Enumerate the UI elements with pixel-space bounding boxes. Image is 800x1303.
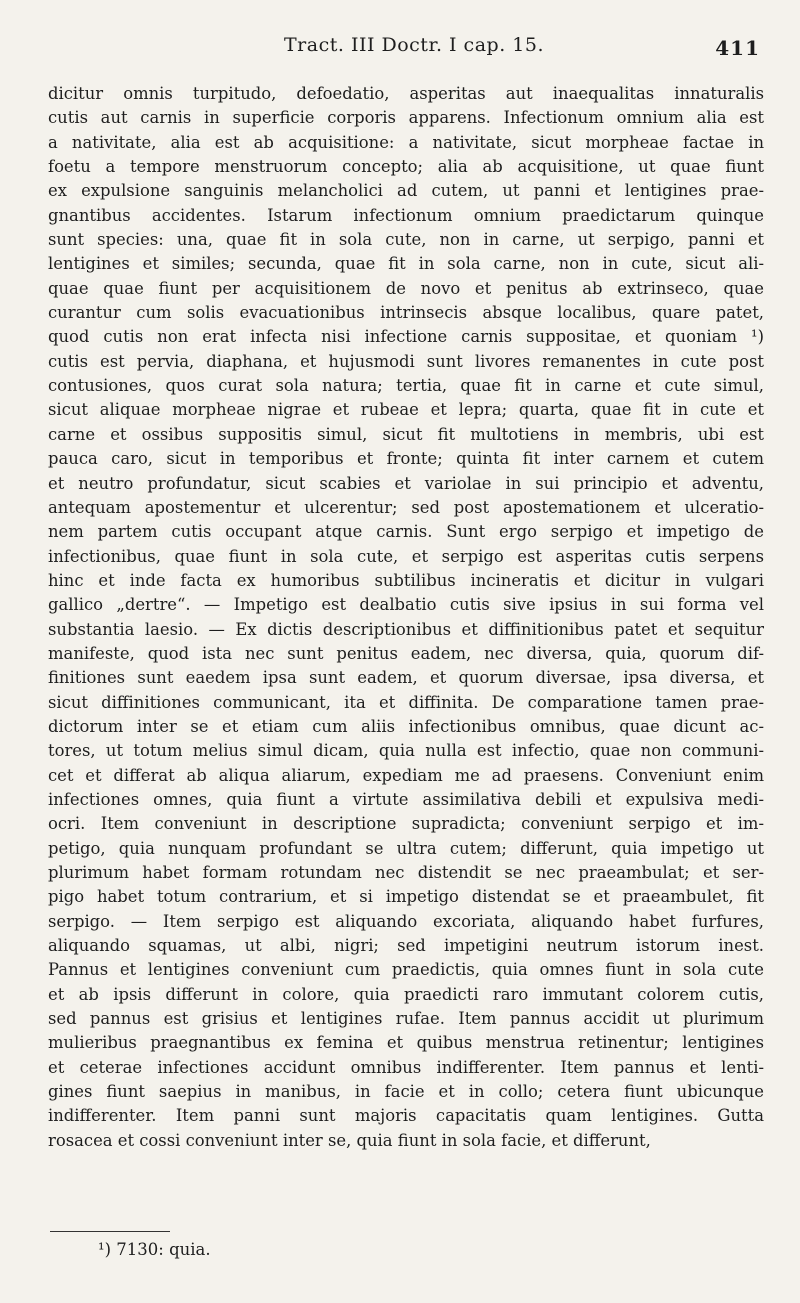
text-line: antequam apostementur et ulcerentur; sed post apostemationem et ulceratio- (48, 497, 764, 517)
text-line: dicitur omnis turpitudo, defoedatio, asperitas aut inaequalitas innaturalis (48, 84, 764, 103)
body-text (48, 82, 764, 1153)
text-line: sed pannus est grisius et lentigines rufae. Item pannus accidit ut plurimum (48, 1009, 764, 1029)
text-line: sicut diffinitiones communicant, ita et diffinita. De comparatione tamen prae- (48, 692, 764, 712)
text-line: tores, ut totum melius simul dicam, quia nulla est infectio, quae non communi- (48, 741, 764, 761)
text-line: aliquando squamas, ut albi, nigri; sed impetigini neutrum istorum inest. (48, 936, 764, 956)
text-line: quod cutis non erat infecta nisi infectione carnis suppositae, et quoniam ¹) (48, 327, 764, 347)
text-line: a nativitate, alia est ab acquisitione: a nativitate, sicut morpheae factae in (48, 132, 764, 152)
text-line: ocri. Item conveniunt in descriptione supradicta; conveniunt serpigo et im- (48, 814, 764, 834)
text-line: petigo, quia nunquam profundant se ultra cutem; differunt, quia impetigo ut (48, 838, 764, 858)
text-line: pauca caro, sicut in temporibus et fronte; quinta fit inter carnem et cutem (48, 449, 764, 469)
text-line: infectionibus, quae fiunt in sola cute, et serpigo est asperitas cutis serpens (48, 546, 764, 566)
text-line: et neutro profundatur, sicut scabies et variolae in sui principio et adventu, (48, 473, 764, 493)
text-line: lentigines et similes; secunda, quae fit in sola carne, non in cute, sicut ali- (48, 254, 764, 274)
footnote-divider (50, 1231, 170, 1232)
text-line: gallico „dertre“. — Impetigo est dealbatio cutis sive ipsius in sui forma vel (48, 595, 764, 615)
text-line: manifeste, quod ista nec sunt penitus eadem, nec diversa, quia, quorum dif- (48, 643, 764, 663)
text-line: carne et ossibus suppositis simul, sicut fit multotiens in membris, ubi est (48, 424, 764, 444)
text-line: rosacea et cossi conveniunt inter se, quia fiunt in sola facie, et differunt, (48, 1130, 651, 1150)
text-line: pigo habet totum contrarium, et si impetigo distendat se et praeambulet, fit (48, 887, 764, 907)
text-line: Pannus et lentigines conveniunt cum praedictis, quia omnes fiunt in sola cute (48, 960, 764, 980)
running-head: Tract. III Doctr. I cap. 15. (284, 34, 544, 56)
text-line: serpigo. — Item serpigo est aliquando excoriata, aliquando habet furfures, (48, 911, 764, 931)
page-header (48, 30, 760, 70)
text-line: indifferenter. Item panni sunt majoris capacitatis quam lentigines. Gutta (48, 1106, 764, 1126)
page-number: 411 (715, 36, 760, 60)
text-line: sicut aliquae morpheae nigrae et rubeae et lepra; quarta, quae fit in cute et (48, 400, 764, 420)
text-line: gines fiunt saepius in manibus, in facie et in collo; cetera fiunt ubicunque (48, 1082, 764, 1102)
text-line: hinc et inde facta ex humoribus subtilibus incineratis et dicitur in vulgari (48, 570, 764, 590)
text-line: nem partem cutis occupant atque carnis. Sunt ergo serpigo et impetigo de (48, 522, 764, 542)
text-line: et ab ipsis differunt in colore, quia praedicti raro immutant colorem cutis, (48, 984, 764, 1004)
text-line: quae quae fiunt per acquisitionem de novo et penitus ab extrinseco, quae (48, 278, 764, 298)
text-line: sunt species: una, quae fit in sola cute, non in carne, ut serpigo, panni et (48, 230, 764, 250)
text-line: mulieribus praegnantibus ex femina et quibus menstrua retinentur; lentigines (48, 1033, 764, 1053)
text-line: curantur cum solis evacuationibus intrinsecis absque localibus, quare patet, (48, 303, 764, 323)
text-line: foetu a tempore menstruorum concepto; alia ab acquisitione, ut quae fiunt (48, 157, 764, 177)
text-line: finitiones sunt eaedem ipsa sunt eadem, et quorum diversae, ipsa diversa, et (48, 668, 764, 688)
text-line: infectiones omnes, quia fiunt a virtute assimilativa debili et expulsiva medi- (48, 789, 764, 809)
text-line: plurimum habet formam rotundam nec distendit se nec praeambulat; et ser- (48, 863, 764, 882)
footnote: ¹) 7130: quia. (98, 1240, 211, 1259)
text-line: cutis aut carnis in superficie corporis apparens. Infectionum omnium alia est (48, 108, 764, 128)
text-line: ex expulsione sanguinis melancholici ad cutem, ut panni et lentigines prae- (48, 181, 764, 201)
text-line: gnantibus accidentes. Istarum infectionum omnium praedictarum quinque (48, 205, 764, 225)
text-line: contusiones, quos curat sola natura; tertia, quae fit in carne et cute simul, (48, 376, 764, 396)
text-line: et ceterae infectiones accidunt omnibus indifferenter. Item pannus et lenti- (48, 1057, 764, 1077)
text-line: substantia laesio. — Ex dictis descriptionibus et diffinitionibus patet et sequitur (48, 619, 764, 639)
text-line: dictorum inter se et etiam cum aliis infectionibus omnibus, quae dicunt ac- (48, 716, 764, 736)
text-line: cet et differat ab aliqua aliarum, expediam me ad praesens. Conveniunt enim (48, 765, 764, 785)
text-line: cutis est pervia, diaphana, et hujusmodi sunt livores remanentes in cute post (48, 351, 764, 371)
